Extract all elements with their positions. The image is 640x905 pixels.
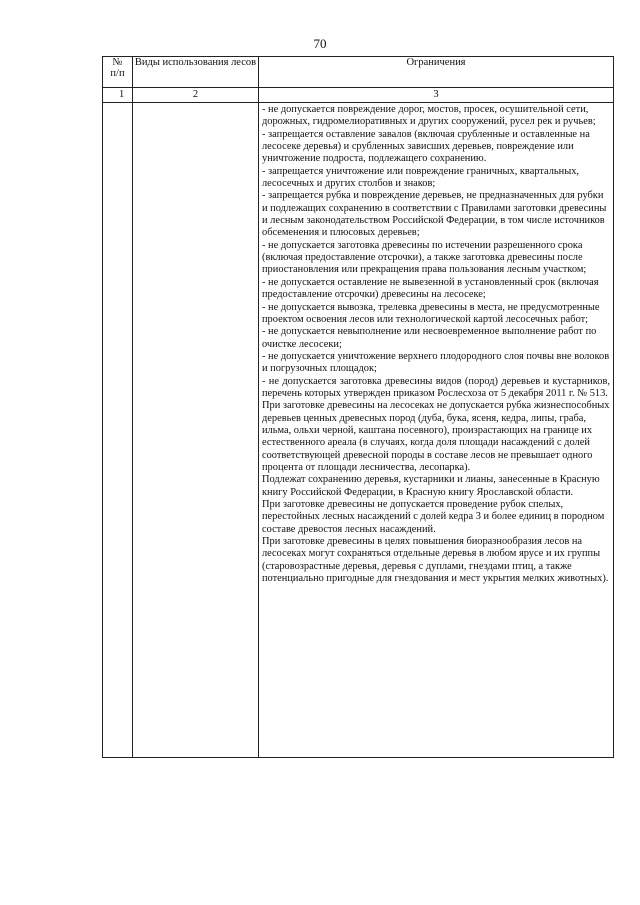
restriction-item: - запрещается рубка и повреждение деревьев, не предназначенных для рубки и подлежащих сохранению в соответствии с Правилами заготовки древесины и лесным законодательством Российской Федерации, в том числе источников обсеменения и плюсовых деревьев; xyxy=(262,190,607,239)
cell-number xyxy=(103,103,133,758)
restrictions-list xyxy=(259,103,613,587)
column-numbering-row xyxy=(103,88,614,103)
restrictions-table xyxy=(102,56,614,758)
column-number-1: 1 xyxy=(103,88,133,103)
restriction-item: - не допускается уничтожение верхнего плодородного слоя почвы вне волоков и погрузочных площадок; xyxy=(262,350,610,375)
restriction-item: - запрещается оставление завалов (включая срубленные и оставленные на лесосеке деревья) и срубленных зависших деревьев, повреждение или уничтожение подроста, подлежащего сохранению. xyxy=(262,128,590,165)
restriction-item: - не допускается вывозка, трелевка древесины в места, не предусмотренные проектом освоения лесов или технологической картой лесосечных работ; xyxy=(262,301,600,325)
header-restrictions-text: Ограничения xyxy=(406,57,466,68)
restriction-item: - запрещается уничтожение или повреждение граничных, квартальных, лесосечных и других столбов и знаков; xyxy=(262,165,579,190)
column-number-2: 2 xyxy=(133,88,259,103)
restriction-paragraph: Подлежат сохранению деревья, кустарники и лианы, занесенные в Красную книгу Российской Федерации, в Красную книгу Ярославской области. xyxy=(262,474,600,498)
header-number-text: № п/п xyxy=(110,57,125,79)
cell-restrictions xyxy=(259,103,614,758)
restriction-paragraph: При заготовке древесины в целях повышения биоразнообразия лесов на лесосеках могут сохраняться отдельные деревья в любом ярусе и их группы (старовозрастные деревья, деревья с дуплами, гнездами птиц, а также потенциально пригодные для гнездования и мест укрытия мелких животных). xyxy=(262,536,609,585)
header-restrictions xyxy=(259,57,614,88)
restriction-item: - не допускается повреждение дорог, мостов, просек, осушительной сети, дорожных, гидромелиоративных и других сооружений, русел рек и ручьев; xyxy=(262,104,596,128)
table-header-row xyxy=(103,57,614,88)
restriction-paragraph: При заготовке древесины не допускается проведение рубок спелых, перестойных лесных насаждений с долей кедра 3 и более единиц в породном составе древостоя лесных насаждений. xyxy=(262,499,605,535)
restriction-paragraph: При заготовке древесины на лесосеках не допускается рубка жизнеспособных деревьев ценных древесных пород (дуба, бука, ясеня, кедра, липы, граба, ильма, ольхи черной, каштана посевного), произрастающих на границе их естественного ареала (в случаях, когда доля площади насаждений с долей соответствующей древесной породы в составе лесов не превышает одного процента от площади лесничества, лесопарка). xyxy=(262,400,610,473)
page-number: 70 xyxy=(313,36,327,51)
header-usage-types-text: Виды использования лесов xyxy=(134,57,257,68)
cell-usage-type xyxy=(133,103,259,758)
restriction-item: - не допускается невыполнение или несвоевременное выполнение работ по очистке лесосеки; xyxy=(262,326,597,350)
restriction-item: - не допускается заготовка древесины видов (пород) деревьев и кустарников, перечень которых утвержден приказом Рослесхоза от 5 декабря 2011 г. № 513. xyxy=(262,375,610,399)
table-row xyxy=(103,103,614,758)
restriction-item: - не допускается оставление не вывезенной в установленный срок (включая предоставление отсрочки) древесины на лесосеке; xyxy=(262,276,599,301)
restriction-item: - не допускается заготовка древесины по истечении разрешенного срока (включая предоставление отсрочки), а также заготовка древесины после приостановления или прекращения права пользования лесным участком; xyxy=(262,239,587,276)
header-number xyxy=(103,57,133,88)
column-number-3: 3 xyxy=(259,88,614,103)
header-usage-types xyxy=(133,57,259,88)
